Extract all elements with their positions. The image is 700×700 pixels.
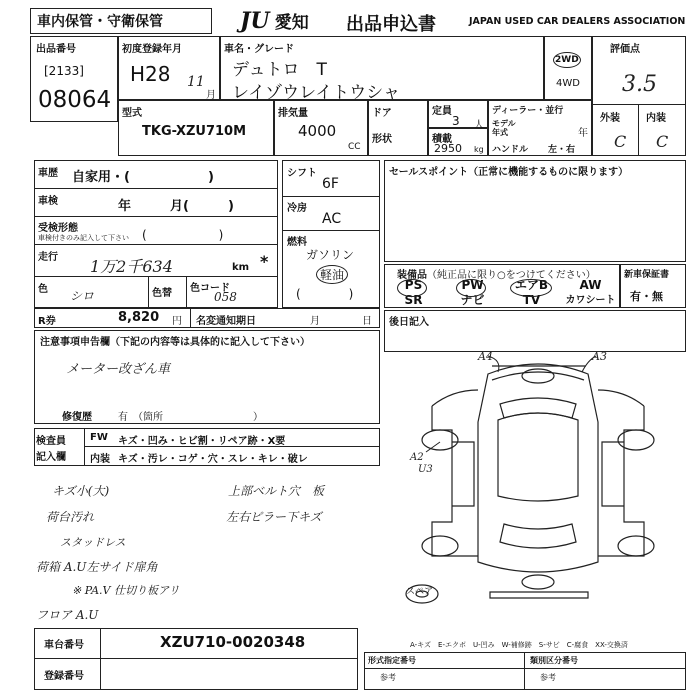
- inspector-label-1: 検査員: [36, 436, 66, 447]
- notes-label: 注意事項申告欄（下記の内容等は具体的に記入して下さい）: [40, 337, 310, 348]
- diagram-right-front: [598, 390, 644, 406]
- model-year-label: モデル年式: [492, 119, 516, 137]
- footer-divider: [524, 652, 525, 690]
- equip-aw: AW: [579, 278, 602, 292]
- remark-6: 荷箱 A.U左サイド扉角: [36, 560, 158, 574]
- inspector-label-2: 記入欄: [36, 452, 66, 463]
- equipment-title: 装備品: [397, 270, 427, 281]
- lot-bracket: [2133]: [44, 64, 84, 78]
- form-title: 出品申込書: [346, 14, 436, 35]
- mileage-label: 走行: [38, 252, 58, 263]
- kg-unit: kg: [474, 145, 484, 154]
- chassis-label: 車台番号: [44, 640, 84, 651]
- reception-label: 受検形態: [38, 223, 78, 234]
- displacement-label: 排気量: [278, 108, 308, 119]
- ac-value: AC: [322, 211, 342, 227]
- storage-stamp: 車内保管・守衛保管: [30, 8, 212, 34]
- inspector-divider: [84, 428, 85, 466]
- fw-label: FW: [90, 432, 108, 443]
- history-line-2: [34, 216, 278, 217]
- score-divider: [592, 104, 686, 105]
- drive-2wd: 2WD: [553, 52, 581, 68]
- registration-label: 初度登録年月: [122, 44, 182, 55]
- association-name: JAPAN USED CAR DEALERS ASSOCIATION: [469, 16, 686, 27]
- reference-label-2: 参考: [540, 673, 556, 682]
- class-number-label: 類別区分番号: [530, 656, 578, 665]
- remark-1: キズ小(大): [52, 484, 110, 498]
- recycle-label: R券: [38, 316, 56, 327]
- shift-label: シフト: [287, 168, 317, 179]
- sales-point-label: [389, 163, 628, 178]
- diagram-right-door: [602, 442, 624, 506]
- color-label: 色: [38, 284, 48, 295]
- interior-label: 内装: [646, 113, 666, 124]
- load-label: 積載: [432, 134, 452, 145]
- remark-8: フロア A.U: [36, 608, 99, 622]
- remark-4: 左右ピラー下キズ: [226, 510, 322, 524]
- warranty-label: 新車保証書: [624, 270, 670, 280]
- cc-unit: CC: [348, 142, 361, 152]
- door-label: ドア: [372, 108, 392, 119]
- diagram-wheel-rr: [618, 536, 654, 556]
- ps-circle: [397, 279, 427, 297]
- history-value: 自家用・( ): [72, 170, 214, 185]
- notice-label: 名変通知期日: [196, 316, 256, 327]
- registration-number-label: 登録番号: [44, 671, 84, 682]
- registration-month: 11: [187, 74, 205, 90]
- color-divider-2: [186, 276, 187, 308]
- recycle-divider: [190, 308, 191, 328]
- ac-label: 冷房: [287, 203, 307, 214]
- score-mid-line: [638, 104, 639, 156]
- chassis-divider: [100, 628, 101, 690]
- history-line-4: [34, 276, 278, 277]
- equip-pw: PW: [461, 278, 484, 292]
- color-divider: [148, 276, 149, 308]
- color-code-label: 色コード: [190, 283, 230, 294]
- shift-line-2: [282, 230, 380, 231]
- vehicle-diagram: [392, 346, 684, 612]
- diagram-wheel-rl: [422, 536, 458, 556]
- model-value: TKG-XZU710M: [142, 124, 247, 139]
- recycle-amount: 8,820: [118, 310, 160, 325]
- model-label: 型式: [122, 108, 142, 119]
- ju-logo-mark: JU: [240, 8, 270, 34]
- diagram-rear-bottom: [490, 592, 588, 598]
- remark-2: 上部ベルト穴 板: [228, 484, 325, 498]
- drive-4wd: 4WD: [556, 78, 580, 89]
- ju-logo: [240, 8, 309, 34]
- diagram-windshield: [500, 398, 576, 418]
- repair-label: 修復歴: [62, 412, 92, 423]
- inspection-label: 車検: [38, 196, 58, 207]
- damage-a2: A2: [410, 452, 424, 463]
- diagram-rear-window: [500, 524, 576, 548]
- score-label: 評価点: [610, 44, 640, 55]
- car-grade: レイゾウレイトウシャ: [232, 83, 400, 103]
- diagram-left-front: [432, 390, 478, 406]
- remark-3: 荷台汚れ: [46, 510, 95, 524]
- exterior-label: 外装: [600, 113, 620, 124]
- capacity-value: 3: [452, 114, 460, 128]
- damage-a4: A4: [478, 350, 493, 363]
- color-code-value: 058: [214, 290, 237, 304]
- equip-tv: TV: [522, 293, 541, 307]
- inspection-value: 年 月( ): [118, 199, 234, 214]
- damage-legend: A-キズ E-エクボ U-凹み W-補修跡 S-サビ C-腐食 XX-交換済: [410, 641, 628, 649]
- registration-year: H28: [130, 62, 171, 86]
- diagram-left-side: [432, 406, 478, 556]
- diagram-wheel-rear-bottom: [522, 575, 554, 589]
- spare-label: スペア: [406, 587, 434, 597]
- color-value: シロ: [70, 289, 95, 303]
- equip-airbag: エアB: [514, 278, 549, 292]
- equipment-note: （純正品に限り○をつけてください）: [427, 270, 596, 281]
- equip-ps: PS: [404, 278, 423, 292]
- diagram-body-outline: [478, 364, 598, 572]
- equip-navi: ナビ: [460, 293, 485, 307]
- damage-a3: A3: [592, 350, 607, 363]
- capacity-unit: 人: [474, 120, 484, 131]
- chassis-value: XZU710-0020348: [160, 633, 306, 651]
- type-number-label: 形式指定番号: [368, 656, 416, 665]
- rear-remarks-label: 後日記入: [389, 317, 429, 328]
- diagram-front-bumper: [492, 372, 584, 380]
- history-line-3: [34, 244, 278, 245]
- year-unit: 年: [578, 128, 588, 139]
- lot-number: 08064: [38, 87, 112, 113]
- recycle-unit: 円: [172, 316, 182, 327]
- reference-label-1: 参考: [380, 673, 396, 682]
- notice-day: 日: [362, 316, 372, 327]
- airbag-circle: [510, 279, 552, 297]
- damage-u3: U3: [418, 464, 433, 475]
- lot-label: 出品番号: [36, 44, 76, 55]
- ju-logo-text: 愛知: [274, 13, 309, 33]
- equip-leather-seat: カワシート: [565, 295, 616, 306]
- remark-5: スタッドレス: [60, 536, 126, 549]
- car-name-label: 車名・グレード: [224, 44, 294, 55]
- score-value: 3.5: [622, 72, 657, 97]
- notes-text: メーター改ざん車: [66, 362, 171, 377]
- equip-sr: SR: [404, 293, 423, 307]
- repair-value: 有 （箇所 ）: [118, 412, 263, 423]
- fw-items: キズ・凹み・ヒビ割・リペア跡・X要: [118, 436, 286, 447]
- footer-mid-line: [364, 668, 686, 669]
- capacity-label: 定員: [432, 106, 452, 117]
- exterior-grade: C: [614, 132, 627, 151]
- fuel-diesel: 軽油: [316, 265, 348, 284]
- mileage-value: 1万2千634: [90, 257, 173, 276]
- displacement-value: 4000: [298, 122, 337, 140]
- fuel-label: 燃料: [287, 237, 307, 248]
- mileage-asterisk: *: [260, 252, 269, 271]
- registration-month-unit: 月: [206, 90, 216, 101]
- diagram-wheel-front-top: [522, 369, 554, 383]
- diagram-right-side: [598, 406, 644, 556]
- drive-cell: [544, 36, 592, 100]
- shape-label: 形状: [372, 134, 392, 145]
- handle-options: 左・右: [548, 145, 576, 155]
- reception-value: ( ): [142, 228, 224, 242]
- shift-value: 6F: [322, 176, 339, 192]
- interior-check-items: キズ・汚レ・コゲ・穴・スレ・キレ・破レ: [118, 454, 308, 465]
- diagram-wheel-fl: [422, 430, 458, 450]
- fuel-gasoline: ガソリン: [306, 248, 355, 262]
- notice-month: 月: [310, 316, 320, 327]
- dealer-label: ディーラー・並行: [492, 106, 564, 116]
- color-change-label: 色替: [152, 288, 172, 299]
- km-unit: km: [232, 262, 250, 273]
- handle-label: ハンドル: [492, 145, 529, 155]
- sales-point-note: （正常に機能するものに限ります）: [468, 167, 629, 178]
- car-name: デュトロ T: [232, 60, 327, 80]
- interior-grade: C: [656, 132, 669, 151]
- sales-point-title: セールスポイント: [389, 167, 469, 178]
- diagram-roof: [498, 413, 578, 501]
- history-label: 車歴: [38, 168, 58, 179]
- warranty-options: 有・無: [630, 290, 663, 303]
- interior-check-label: 内装: [90, 454, 110, 465]
- load-value: 2950: [434, 142, 462, 155]
- reception-note: 車検付きのみ記入して下さい: [38, 234, 129, 242]
- pw-circle: [456, 279, 486, 297]
- diagram-left-door: [452, 442, 474, 506]
- fuel-paren: ( ): [296, 287, 354, 301]
- chassis-mid-line: [34, 658, 358, 659]
- shift-line-1: [282, 196, 380, 197]
- remark-7: ※ PA.V 仕切り板アリ: [72, 584, 180, 597]
- history-line-1: [34, 188, 278, 189]
